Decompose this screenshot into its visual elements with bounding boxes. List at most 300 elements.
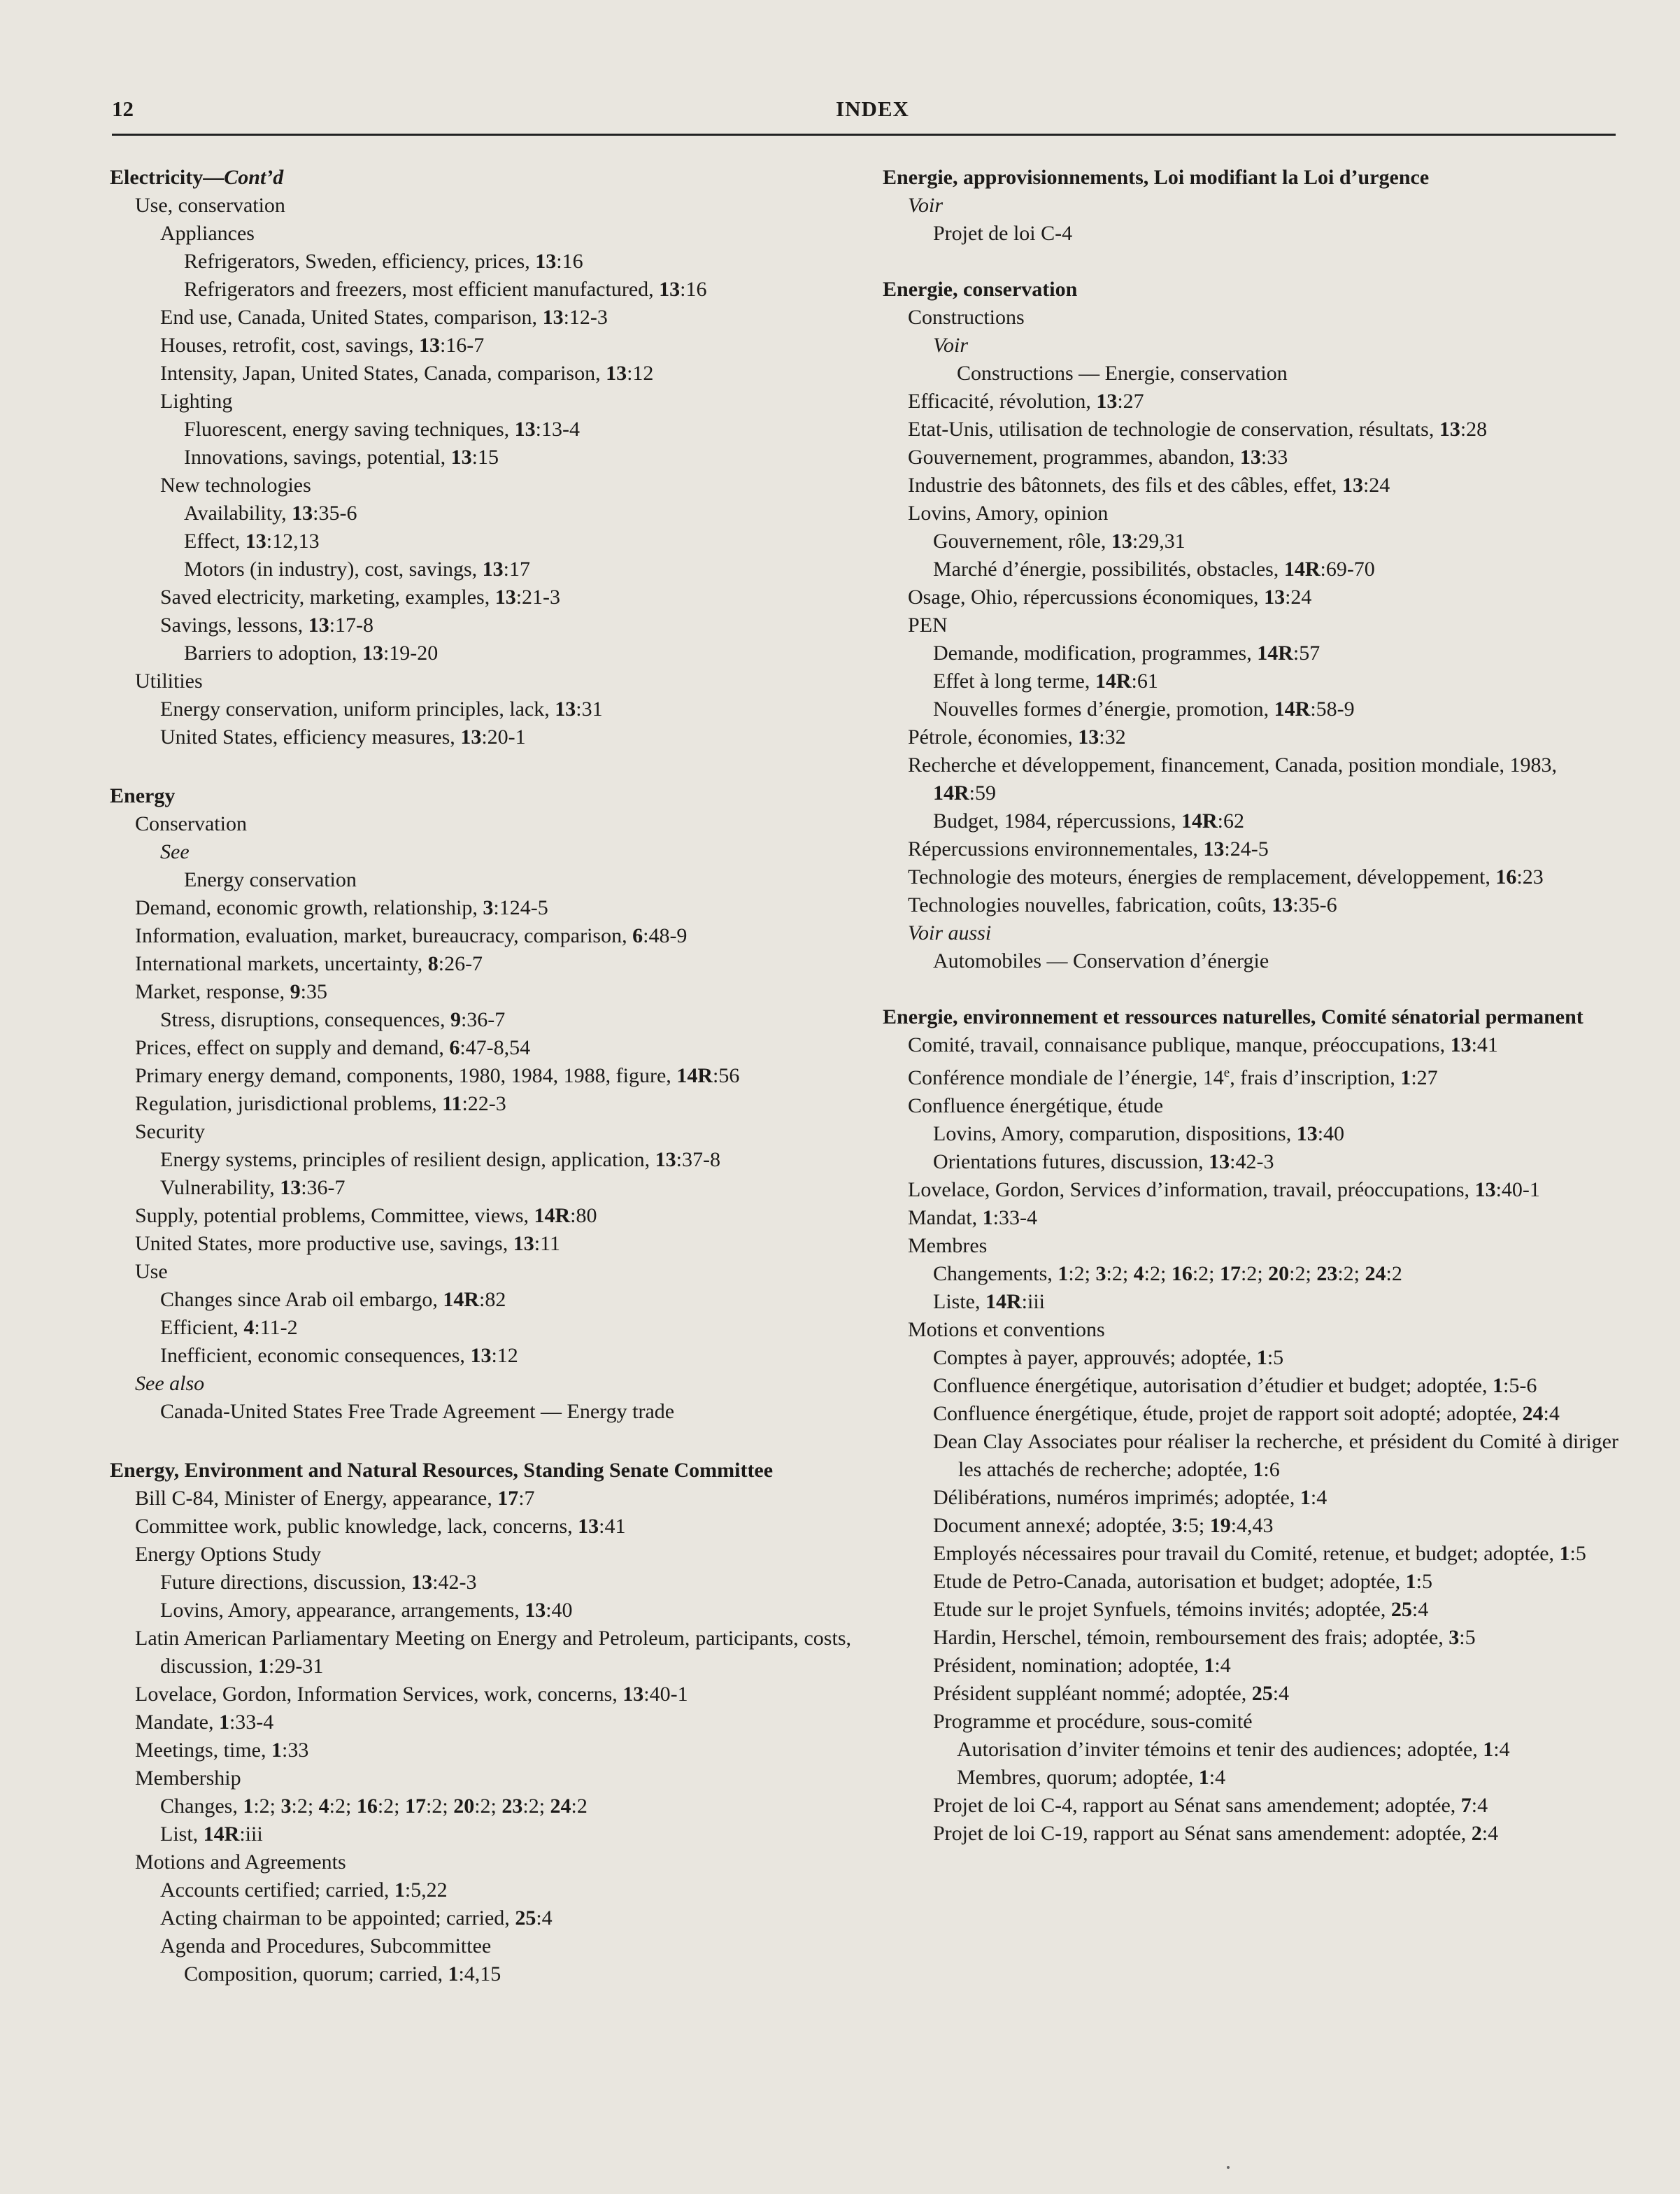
page-reference: :82 <box>479 1288 506 1311</box>
entry-text: Latin American Parliamentary Meeting on Energy and Petroleum, participants, costs, discussion, <box>135 1627 851 1678</box>
issue-number: 13 <box>460 726 482 749</box>
index-entry <box>883 863 1618 891</box>
index-subentry <box>883 1764 1618 1792</box>
issue-number: 1 <box>1256 1346 1267 1369</box>
index-subentry <box>110 1286 851 1314</box>
issue-number: 1 <box>1058 1262 1069 1285</box>
issue-number: 14R <box>676 1064 713 1087</box>
index-entry <box>110 1230 851 1258</box>
index-entry <box>110 1485 851 1513</box>
entry-text: Energy <box>110 784 176 807</box>
index-entry <box>110 1708 851 1736</box>
index-entry <box>883 891 1618 919</box>
index-subentry <box>883 1708 1618 1736</box>
entry-text: Changes since Arab oil embargo, <box>160 1288 443 1311</box>
page-reference: :2; <box>1106 1262 1134 1285</box>
issue-number: 11 <box>442 1092 462 1115</box>
index-entry <box>883 416 1618 444</box>
entry-text: Houses, retrofit, cost, savings, <box>160 334 419 357</box>
cross-reference-label: See <box>160 840 190 863</box>
page-speck <box>1227 2166 1230 2169</box>
page-reference: :17-8 <box>329 614 374 637</box>
index-subentry <box>110 611 851 639</box>
issue-number: 13 <box>1111 530 1132 553</box>
page-reference: :4 <box>1543 1402 1560 1425</box>
entry-text: Osage, Ohio, répercussions économiques, <box>908 586 1265 609</box>
issue-number: 13 <box>542 306 564 329</box>
entry-text: Gouvernement, rôle, <box>933 530 1111 553</box>
index-subentry <box>110 500 851 528</box>
entry-text: PEN <box>908 614 948 637</box>
issue-number: 1 <box>1198 1766 1209 1789</box>
page-reference: :19-20 <box>383 642 439 665</box>
index-subentry <box>883 1792 1618 1820</box>
index-entry <box>883 1176 1618 1204</box>
entry-text: Constructions — Energie, conservation <box>957 362 1288 385</box>
page-reference: :iii <box>1021 1290 1046 1313</box>
index-subentry <box>883 1484 1618 1512</box>
issue-number: 17 <box>405 1795 427 1818</box>
issue-number: 3 <box>483 896 494 919</box>
entry-text: Energy conservation, uniform principles, lack, <box>160 698 555 721</box>
page-reference: :35 <box>300 980 327 1003</box>
index-entry <box>883 723 1618 751</box>
left-column <box>110 164 851 1988</box>
issue-number: 14R <box>1274 698 1311 721</box>
entry-text: Mandate, <box>135 1711 219 1734</box>
issue-number: 14R <box>985 1290 1022 1313</box>
entry-text: Document annexé; adoptée, <box>933 1514 1172 1537</box>
index-subentry <box>110 723 851 751</box>
index-entry <box>883 1059 1618 1092</box>
index-heading <box>110 782 851 810</box>
entry-text: Orientations futures, discussion, <box>933 1150 1209 1173</box>
index-subentry <box>110 1597 851 1625</box>
entry-text: Lovins, Amory, opinion <box>908 502 1109 525</box>
index-subentry <box>110 1932 851 1960</box>
issue-number: 13 <box>1450 1033 1472 1056</box>
entry-text: Energie, conservation <box>883 278 1078 301</box>
issue-number: 13 <box>470 1344 492 1367</box>
entry-text: Hardin, Herschel, témoin, remboursement des frais; adoptée, <box>933 1626 1449 1649</box>
entry-text: Automobiles — Conservation d’énergie <box>933 949 1269 972</box>
entry-text: Technologie des moteurs, énergies de remplacement, développement, <box>908 865 1496 889</box>
issue-number: 20 <box>1268 1262 1290 1285</box>
page-reference: :iii <box>239 1823 263 1846</box>
page-reference: :4 <box>1411 1598 1429 1621</box>
index-subentry <box>110 1314 851 1342</box>
index-subentry <box>883 1120 1618 1148</box>
issue-number: 25 <box>515 1906 536 1930</box>
issue-number: 8 <box>427 952 439 975</box>
index-subentry <box>883 807 1618 835</box>
index-subentry <box>110 695 851 723</box>
index-entry <box>110 667 851 695</box>
entry-text: Motors (in industry), cost, savings, <box>184 558 483 581</box>
page-reference: :4 <box>536 1906 553 1930</box>
page-reference: :41 <box>599 1515 626 1538</box>
index-heading <box>110 1457 851 1485</box>
issue-number: 13 <box>1078 726 1099 749</box>
issue-number: 13 <box>1474 1178 1496 1201</box>
superscript: e <box>1223 1066 1230 1080</box>
entry-text: Motions and Agreements <box>135 1850 346 1874</box>
page-reference: :13-4 <box>535 418 580 441</box>
index-entry <box>110 1118 851 1146</box>
index-subentry <box>110 444 851 472</box>
page-reference: :4,15 <box>458 1962 501 1986</box>
index-subentry <box>883 1372 1618 1400</box>
index-entry <box>110 1370 851 1398</box>
index-subentry <box>110 583 851 611</box>
index-subentry <box>883 528 1618 555</box>
page-reference: :2 <box>1386 1262 1402 1285</box>
issue-number: 13 <box>494 586 516 609</box>
index-entry <box>110 1848 851 1876</box>
index-heading <box>110 164 851 192</box>
index-entry <box>110 1090 851 1118</box>
index-entry <box>110 1541 851 1569</box>
index-subentry <box>110 1820 851 1848</box>
page-reference: :42-3 <box>1230 1150 1274 1173</box>
page-reference: :2; <box>1289 1262 1317 1285</box>
issue-number: 9 <box>450 1008 461 1031</box>
issue-number: 1 <box>1400 1066 1411 1089</box>
entry-text: Information, evaluation, market, bureaucracy, comparison, <box>135 924 633 947</box>
entry-text: Etat-Unis, utilisation de technologie de conservation, résultats, <box>908 418 1439 441</box>
issue-number: 14R <box>933 781 969 805</box>
index-subentry <box>883 1596 1618 1624</box>
index-entry <box>883 751 1618 807</box>
index-subentry <box>883 639 1618 667</box>
index-subentry <box>883 1428 1618 1484</box>
index-subentry <box>883 1260 1618 1288</box>
index-subentry <box>883 555 1618 583</box>
issue-number: 14R <box>534 1204 571 1227</box>
index-entry <box>110 1034 851 1062</box>
page-reference: :4 <box>1272 1682 1290 1705</box>
entry-text: Barriers to adoption, <box>184 642 362 665</box>
page-reference: :57 <box>1293 642 1320 665</box>
entry-text: Délibérations, numéros imprimés; adoptée, <box>933 1486 1300 1509</box>
issue-number: 13 <box>292 502 313 525</box>
index-subentry <box>110 1174 851 1202</box>
issue-number: 13 <box>655 1148 676 1171</box>
page-reference: :20-1 <box>481 726 526 749</box>
issue-number: 23 <box>1316 1262 1338 1285</box>
issue-number: 4 <box>243 1316 255 1339</box>
issue-number: 25 <box>1390 1598 1412 1621</box>
page-reference: :69-70 <box>1320 558 1375 581</box>
page-reference: :5; <box>1182 1514 1210 1537</box>
index-entry <box>883 1232 1618 1260</box>
index-entry <box>883 444 1618 472</box>
issue-number: 13 <box>1341 474 1363 497</box>
issue-number: 1 <box>1483 1738 1494 1761</box>
index-subentry <box>110 304 851 332</box>
entry-text: Agenda and Procedures, Subcommittee <box>160 1934 492 1958</box>
entry-text: Lovelace, Gordon, Services d’information, travail, préoccupations, <box>908 1178 1475 1201</box>
right-column <box>883 164 1618 1848</box>
page-reference: :33-4 <box>992 1206 1037 1229</box>
index-subentry <box>883 1540 1618 1568</box>
issue-number: 24 <box>1365 1262 1386 1285</box>
index-subentry <box>110 1876 851 1904</box>
page-reference: :62 <box>1217 809 1244 833</box>
issue-number: 1 <box>1559 1542 1570 1565</box>
page-reference: :27 <box>1411 1066 1438 1089</box>
index-subentry <box>883 1680 1618 1708</box>
issue-number: 1 <box>982 1206 993 1229</box>
entry-text: Conservation <box>135 812 247 835</box>
index-entry <box>883 388 1618 416</box>
page-reference: :33-4 <box>229 1711 274 1734</box>
index-subentry <box>110 416 851 444</box>
entry-text: End use, Canada, United States, comparison, <box>160 306 543 329</box>
index-subentry <box>110 1792 851 1820</box>
page-reference: :29-31 <box>269 1655 324 1678</box>
issue-number: 16 <box>1171 1262 1193 1285</box>
entry-text: Use, conservation <box>135 194 285 217</box>
index-entry <box>883 1316 1618 1344</box>
entry-text: Refrigerators and freezers, most efficient manufactured, <box>184 278 660 301</box>
issue-number: 13 <box>1439 418 1460 441</box>
entry-text: Vulnerability, <box>160 1176 280 1199</box>
entry-text: Membres, quorum; adoptée, <box>957 1766 1199 1789</box>
issue-number: 13 <box>1272 893 1293 916</box>
page-reference: :61 <box>1131 670 1158 693</box>
page-number: 12 <box>112 97 134 121</box>
entry-text: Prices, effect on supply and demand, <box>135 1036 450 1059</box>
entry-text: Lovins, Amory, appearance, arrangements, <box>160 1599 525 1622</box>
entry-text: Lighting <box>160 390 233 413</box>
page-reference: :2; <box>1337 1262 1365 1285</box>
entry-text: Acting chairman to be appointed; carried, <box>160 1906 515 1930</box>
index-entry <box>883 583 1618 611</box>
index-subentry <box>883 1652 1618 1680</box>
issue-number: 13 <box>525 1599 546 1622</box>
issue-number: 14R <box>203 1823 240 1846</box>
page-reference: :26-7 <box>438 952 483 975</box>
issue-number: 1 <box>258 1655 269 1678</box>
index-subentry <box>883 1400 1618 1428</box>
issue-number: 14R <box>1257 642 1293 665</box>
issue-number: 13 <box>1264 586 1286 609</box>
page-reference: :32 <box>1099 726 1126 749</box>
issue-number: 9 <box>290 980 301 1003</box>
entry-text: Composition, quorum; carried, <box>184 1962 448 1986</box>
page-reference: :2; <box>426 1795 454 1818</box>
entry-text: Confluence énergétique, autorisation d’étudier et budget; adoptée, <box>933 1374 1493 1397</box>
issue-number: 1 <box>243 1795 254 1818</box>
page-reference: :41 <box>1471 1033 1498 1056</box>
index-entry <box>883 835 1618 863</box>
page-reference: :2; <box>291 1795 319 1818</box>
entry-text: Effect, <box>184 530 245 553</box>
entry-text: Energy Options Study <box>135 1543 322 1566</box>
page-reference: :23 <box>1516 865 1544 889</box>
issue-number: 1 <box>271 1739 282 1762</box>
index-entry <box>883 500 1618 528</box>
index-subentry <box>110 1146 851 1174</box>
page-reference: :16 <box>680 278 707 301</box>
issue-number: 1 <box>1300 1486 1311 1509</box>
issue-number: 20 <box>453 1795 475 1818</box>
page-reference: :4 <box>1310 1486 1327 1509</box>
page-reference: :2; <box>377 1795 406 1818</box>
index-subentry <box>883 220 1618 248</box>
page-reference: :17 <box>503 558 530 581</box>
page-reference: :5 <box>1267 1346 1284 1369</box>
issue-number: 13 <box>555 698 576 721</box>
issue-number: 19 <box>1209 1514 1231 1537</box>
entry-text: Employés nécessaires pour travail du Comité, retenue, et budget; adoptée, <box>933 1542 1560 1565</box>
entry-text: Motions et conventions <box>908 1318 1105 1341</box>
index-entry <box>883 192 1618 220</box>
index-subentry <box>883 332 1618 360</box>
entry-text: Stress, disruptions, consequences, <box>160 1008 450 1031</box>
issue-number: 4 <box>318 1795 329 1818</box>
page-reference: :2 <box>571 1795 588 1818</box>
page-reference: :11-2 <box>254 1316 298 1339</box>
page-reference: :12 <box>627 362 654 385</box>
issue-number: 3 <box>1172 1514 1183 1537</box>
entry-text: Confluence énergétique, étude, projet de rapport soit adopté; adoptée, <box>933 1402 1523 1425</box>
page-reference: :28 <box>1460 418 1488 441</box>
entry-text: Recherche et développement, financement, Canada, position mondiale, 1983, <box>908 753 1558 777</box>
page-reference: :5 <box>1569 1542 1586 1565</box>
entry-text: Saved electricity, marketing, examples, <box>160 586 495 609</box>
index-entry <box>110 1258 851 1286</box>
index-subentry <box>883 1736 1618 1764</box>
page-reference: :4 <box>1481 1822 1499 1845</box>
page-reference: :6 <box>1263 1458 1280 1481</box>
index-entry <box>110 1513 851 1541</box>
entry-text: Effet à long terme, <box>933 670 1095 693</box>
issue-number: 14R <box>1283 558 1320 581</box>
issue-number: 13 <box>514 418 536 441</box>
entry-text: Energie, environnement et ressources naturelles, Comité sénatorial permanent <box>883 1005 1583 1028</box>
entry-text: Répercussions environnementales, <box>908 837 1204 861</box>
entry-text: Savings, lessons, <box>160 614 308 637</box>
index-entry <box>883 1092 1618 1120</box>
index-entry <box>883 472 1618 500</box>
index-subentry <box>110 1960 851 1988</box>
entry-text: New technologies <box>160 474 311 497</box>
page-reference: :56 <box>712 1064 740 1087</box>
issue-number: 3 <box>1448 1626 1460 1649</box>
entry-text: Demande, modification, programmes, <box>933 642 1258 665</box>
entry-text: Energy systems, principles of resilient design, application, <box>160 1148 655 1171</box>
issue-number: 13 <box>535 250 557 273</box>
issue-number: 1 <box>1204 1654 1215 1677</box>
page-reference: :4 <box>1214 1654 1231 1677</box>
entry-text: Energy conservation <box>184 868 357 891</box>
entry-text: Electricity— <box>110 166 225 189</box>
issue-number: 13 <box>418 334 440 357</box>
entry-text: Inefficient, economic consequences, <box>160 1344 471 1367</box>
entry-text: Market, response, <box>135 980 290 1003</box>
page-reference: :37-8 <box>676 1148 720 1171</box>
entry-text: Efficient, <box>160 1316 244 1339</box>
index-subentry <box>110 248 851 276</box>
entry-text: Liste, <box>933 1290 985 1313</box>
issue-number: 13 <box>1239 446 1261 469</box>
index-subentry <box>110 1006 851 1034</box>
continued-label: Cont’d <box>224 166 284 189</box>
page-reference: :11 <box>534 1232 560 1255</box>
page-reference: :7 <box>518 1487 535 1510</box>
page-reference: :5 <box>1416 1570 1432 1593</box>
entry-text: United States, efficiency measures, <box>160 726 461 749</box>
page-reference: :4 <box>1471 1794 1488 1817</box>
entry-text: Canada-United States Free Trade Agreement — Energy trade <box>160 1400 675 1423</box>
index-subentry <box>110 332 851 360</box>
page-title: INDEX <box>836 97 909 121</box>
issue-number: 7 <box>1460 1794 1472 1817</box>
page-reference: :16 <box>556 250 583 273</box>
index-subentry <box>110 472 851 500</box>
entry-text: Bill C-84, Minister of Energy, appearance, <box>135 1487 498 1510</box>
entry-text: Président suppléant nommé; adoptée, <box>933 1682 1252 1705</box>
entry-text: Utilities <box>135 670 203 693</box>
index-entry <box>110 1062 851 1090</box>
entry-text: Primary energy demand, components, 1980, 1984, 1988, figure, <box>135 1064 677 1087</box>
page-reference: :21-3 <box>515 586 561 609</box>
page-reference: :4 <box>1493 1738 1510 1761</box>
entry-text: Confluence énergétique, étude <box>908 1094 1164 1117</box>
entry-text: Nouvelles formes d’énergie, promotion, <box>933 698 1274 721</box>
entry-text: International markets, uncertainty, <box>135 952 428 975</box>
issue-number: 17 <box>1220 1262 1241 1285</box>
index-subentry <box>110 276 851 304</box>
index-subentry <box>883 1624 1618 1652</box>
entry-text: Projet de loi C-19, rapport au Sénat sans amendement: adoptée, <box>933 1822 1472 1845</box>
entry-text: Lovins, Amory, comparution, dispositions, <box>933 1122 1297 1145</box>
entry-spacer <box>883 248 1618 276</box>
entry-text: Comptes à payer, approuvés; adoptée, <box>933 1346 1257 1369</box>
entry-text: Refrigerators, Sweden, efficiency, prices, <box>184 250 536 273</box>
issue-number: 13 <box>280 1176 301 1199</box>
entry-text: Future directions, discussion, <box>160 1571 412 1594</box>
index-subentry <box>883 667 1618 695</box>
index-subentry <box>883 1820 1618 1848</box>
issue-number: 13 <box>245 530 266 553</box>
page-reference: :24 <box>1285 586 1312 609</box>
index-subentry <box>883 1148 1618 1176</box>
index-entry <box>883 919 1618 947</box>
issue-number: 1 <box>1253 1458 1264 1481</box>
page-reference: :2; <box>329 1795 357 1818</box>
page-reference: :48-9 <box>643 924 688 947</box>
issue-number: 16 <box>1495 865 1517 889</box>
entry-text: Industrie des bâtonnets, des fils et des câbles, effet, <box>908 474 1342 497</box>
entry-text: Availability, <box>184 502 292 525</box>
page-reference: :12-3 <box>563 306 608 329</box>
entry-spacer <box>883 975 1618 1003</box>
page-reference: :47-8,54 <box>460 1036 531 1059</box>
page-reference: :2; <box>1144 1262 1172 1285</box>
issue-number: 1 <box>394 1878 405 1902</box>
entry-text: List, <box>160 1823 204 1846</box>
index-subentry <box>110 360 851 388</box>
entry-spacer <box>110 751 851 782</box>
index-entry <box>110 922 851 950</box>
page-header <box>112 97 1616 132</box>
page-reference: :40 <box>1317 1122 1345 1145</box>
issue-number: 3 <box>280 1795 292 1818</box>
index-entry <box>110 810 851 838</box>
